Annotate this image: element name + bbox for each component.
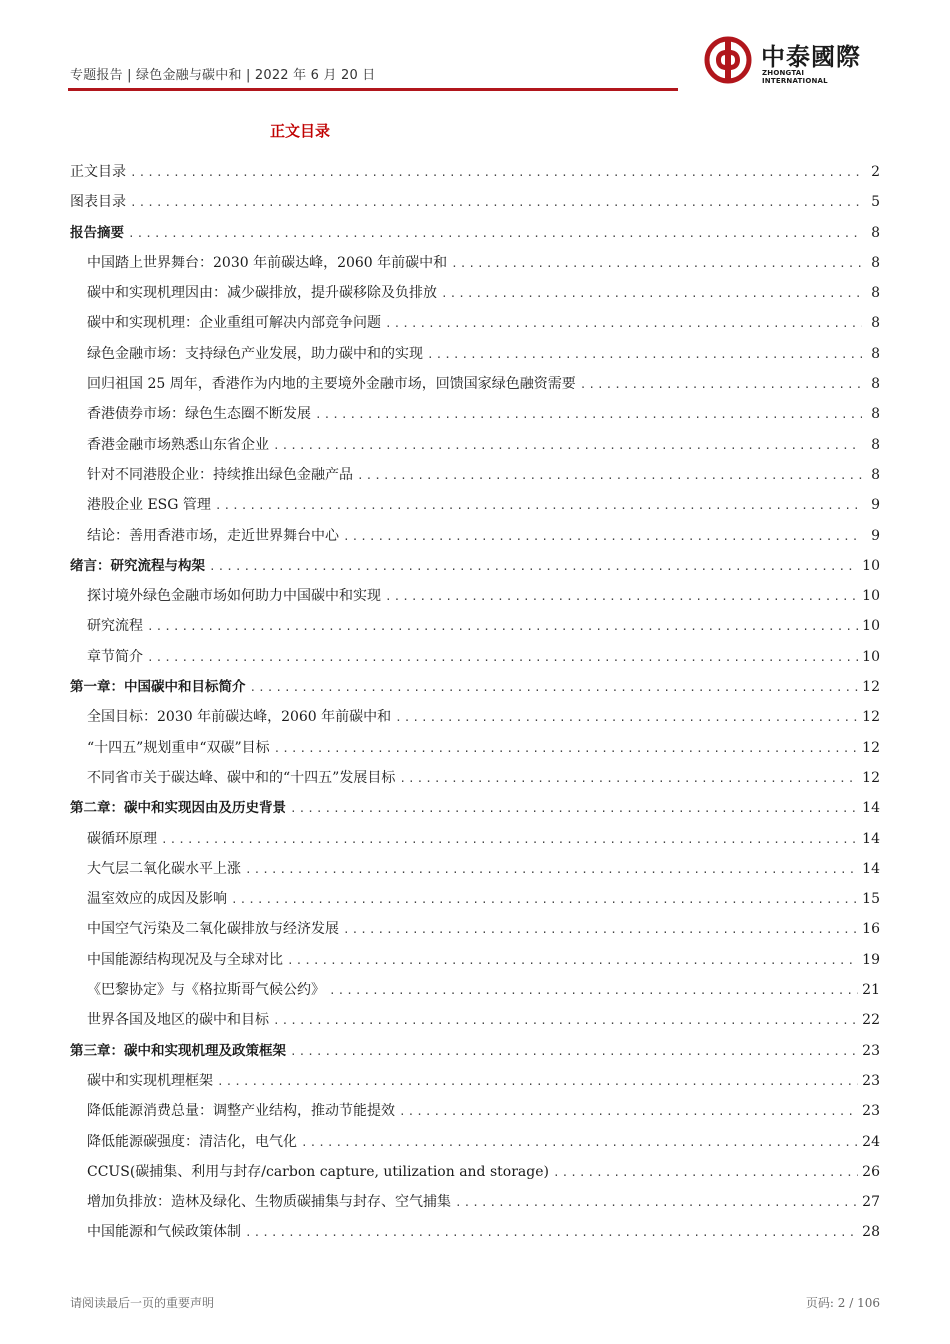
toc-entry-page: 8 [871,315,880,332]
toc-entry[interactable] [70,642,880,672]
toc-dot-leader [357,461,862,491]
toc-dot-leader [161,825,858,855]
toc-entry[interactable] [70,914,880,944]
toc-entry-label: 温室效应的成因及影响 [87,891,227,908]
toc-dot-leader [147,643,858,673]
toc-entry-label: 碳循环原理 [87,830,157,847]
toc-title: 正文目录 [269,122,330,140]
toc-dot-leader [301,1128,858,1158]
toc-entry[interactable] [70,1127,880,1157]
toc-entry-page: 9 [871,527,880,544]
toc-dot-leader [343,522,862,552]
toc-entry-page: 14 [862,800,880,817]
toc-entry-page: 8 [871,224,880,241]
toc-entry-label: 中国空气污染及二氧化碳排放与经济发展 [87,921,339,938]
toc-entry[interactable] [70,854,880,884]
toc-entry-label: 《巴黎协定》与《格拉斯哥气候公约》 [87,982,325,999]
toc-entry-page: 27 [862,1194,880,1211]
toc-entry-label: 正文目录 [70,164,126,180]
toc-dot-leader [553,1158,858,1188]
toc-entry-label: 中国能源结构现况及与全球对比 [87,951,283,968]
table-of-contents [70,157,880,1248]
toc-entry-page: 10 [862,648,880,665]
toc-entry-page: 9 [871,497,880,514]
toc-entry-page: 14 [862,830,880,847]
toc-entry-label: 碳中和实现机理框架 [87,1072,213,1089]
toc-entry-label: 绪言：研究流程与构架 [70,557,205,574]
toc-dot-leader [385,309,862,339]
toc-dot-leader [427,340,862,370]
toc-entry-page: 8 [871,406,880,423]
toc-dot-leader [245,1218,858,1248]
toc-entry-label: 不同省市关于碳达峰、碳中和的“十四五”发展目标 [87,769,396,786]
toc-entry-page: 12 [862,739,880,756]
toc-dot-leader [273,431,862,461]
toc-entry-label: 世界各国及地区的碳中和目标 [87,1012,269,1029]
toc-entry-label: 碳中和实现机理：企业重组可解决内部竞争问题 [87,315,381,332]
toc-entry-page: 12 [862,769,880,786]
toc-entry[interactable] [70,308,880,338]
toc-dot-leader [130,188,862,218]
toc-entry[interactable] [70,430,880,460]
toc-entry-label: CCUS(碳捕集、利用与封存/carbon capture, utilization and storage) [87,1163,549,1180]
report-header: 专题报告 | 绿色金融与碳中和 | 2022 年 6 月 20 日 [70,68,376,83]
header-divider [68,88,678,91]
toc-dot-leader [231,885,858,915]
toc-entry[interactable] [70,399,880,429]
toc-entry[interactable] [70,369,880,399]
toc-entry-page: 8 [871,254,880,271]
toc-entry-label: “十四五”规划重申“双碳”目标 [87,739,270,756]
toc-entry-label: 碳中和实现机理因由：减少碳排放，提升碳移除及负排放 [87,285,437,302]
toc-entry-label: 降低能源消费总量：调整产业结构，推动节能提效 [87,1103,395,1120]
toc-entry[interactable] [70,521,880,551]
toc-entry[interactable] [70,702,880,732]
toc-entry[interactable] [70,490,880,520]
toc-entry[interactable] [70,460,880,490]
toc-entry-label: 研究流程 [87,618,143,635]
toc-entry-label: 针对不同港股企业：持续推出绿色金融产品 [87,466,353,483]
toc-entry-label: 中国踏上世界舞台：2030 年前碳达峰，2060 年前碳中和 [87,254,448,271]
toc-entry-page: 8 [871,345,880,362]
toc-entry-page: 8 [871,466,880,483]
toc-entry-label: 探讨境外绿色金融市场如何助力中国碳中和实现 [87,588,381,605]
toc-entry-label: 第三章：碳中和实现机理及政策框架 [70,1042,286,1059]
toc-dot-leader [580,370,862,400]
toc-entry[interactable] [70,218,880,248]
toc-entry[interactable] [70,793,880,823]
toc-entry-page: 2 [871,164,880,180]
toc-entry-page: 10 [862,618,880,635]
toc-dot-leader [455,1188,858,1218]
footer-page-number: 页码: 2 / 106 [805,1296,880,1310]
toc-entry-label: 回归祖国 25 周年，香港作为内地的主要境外金融市场，回馈国家绿色融资需要 [87,376,576,393]
toc-entry-page: 8 [871,376,880,393]
toc-entry-page: 28 [862,1224,880,1241]
zhongtai-logo-icon [704,36,752,84]
toc-entry-label: 第一章：中国碳中和目标简介 [70,679,246,696]
toc-entry-label: 降低能源碳强度：清洁化，电气化 [87,1133,297,1150]
toc-entry[interactable] [70,611,880,641]
toc-dot-leader [395,703,858,733]
company-logo [704,36,864,86]
toc-dot-leader [399,1097,858,1127]
toc-entry[interactable] [70,1066,880,1096]
toc-entry[interactable] [70,551,880,581]
toc-entry[interactable] [70,975,880,1005]
toc-entry[interactable] [70,1157,880,1187]
toc-entry[interactable] [70,248,880,278]
toc-dot-leader [209,552,858,582]
toc-dot-leader [315,400,862,430]
toc-entry-page: 23 [862,1042,880,1059]
toc-entry-label: 香港债券市场：绿色生态圈不断发展 [87,406,311,423]
toc-dot-leader [130,158,862,188]
toc-entry-page: 24 [862,1133,880,1150]
toc-entry[interactable] [70,1187,880,1217]
toc-entry[interactable] [70,945,880,975]
toc-entry[interactable] [70,1036,880,1066]
toc-entry-page: 23 [862,1103,880,1120]
toc-dot-leader [245,855,858,885]
toc-entry-page: 10 [862,588,880,605]
toc-entry[interactable] [70,157,880,187]
toc-entry-label: 图表目录 [70,194,126,211]
toc-dot-leader [290,794,858,824]
logo-chinese-name: 中泰國際 [761,43,861,71]
toc-entry-label: 中国能源和气候政策体制 [87,1224,241,1241]
toc-entry-label: 全国目标：2030 年前碳达峰，2060 年前碳中和 [87,709,392,726]
toc-entry-label: 增加负排放：造林及绿化、生物质碳捕集与封存、空气捕集 [87,1194,451,1211]
toc-entry-label: 报告摘要 [70,224,124,241]
toc-dot-leader [215,491,862,521]
toc-entry-page: 10 [862,557,880,574]
toc-entry-label: 第二章：碳中和实现因由及历史背景 [70,800,286,817]
toc-entry[interactable] [70,824,880,854]
toc-dot-leader [399,764,858,794]
toc-entry-page: 14 [862,860,880,877]
logo-english-name: ZHONGTAI INTERNATIONAL [762,69,828,85]
toc-entry[interactable] [70,733,880,763]
toc-entry-page: 12 [862,679,880,696]
toc-entry-label: 港股企业 ESG 管理 [87,497,211,514]
toc-entry-page: 12 [862,709,880,726]
toc-entry-page: 26 [862,1163,880,1180]
toc-entry[interactable] [70,278,880,308]
toc-entry[interactable] [70,1217,880,1247]
toc-dot-leader [250,673,859,703]
toc-dot-leader [128,219,862,249]
toc-entry[interactable] [70,672,880,702]
footer-disclaimer: 请阅读最后一页的重要声明 [70,1296,215,1310]
toc-entry-page: 16 [862,921,880,938]
toc-entry-page: 23 [862,1072,880,1089]
toc-entry-page: 8 [871,285,880,302]
toc-entry-label: 大气层二氧化碳水平上涨 [87,860,241,877]
toc-entry[interactable] [70,581,880,611]
toc-dot-leader [274,734,859,764]
toc-entry-page: 15 [862,891,880,908]
toc-dot-leader [385,582,858,612]
toc-entry-label: 香港金融市场熟悉山东省企业 [87,436,269,453]
toc-entry[interactable] [70,339,880,369]
toc-dot-leader [147,612,858,642]
toc-dot-leader [287,946,858,976]
toc-entry-label: 结论：善用香港市场，走近世界舞台中心 [87,527,339,544]
toc-dot-leader [441,279,862,309]
toc-dot-leader [343,915,858,945]
toc-dot-leader [273,1006,858,1036]
toc-dot-leader [290,1037,858,1067]
toc-entry[interactable] [70,1096,880,1126]
toc-entry[interactable] [70,187,880,217]
toc-entry-page: 22 [862,1012,880,1029]
toc-dot-leader [217,1067,858,1097]
toc-entry-page: 19 [862,951,880,968]
toc-entry[interactable] [70,1005,880,1035]
toc-entry-page: 21 [862,982,880,999]
toc-dot-leader [451,249,862,279]
toc-entry[interactable] [70,884,880,914]
toc-entry-page: 5 [871,194,880,211]
toc-entry[interactable] [70,763,880,793]
toc-entry-label: 章节简介 [87,648,143,665]
toc-dot-leader [329,976,858,1006]
toc-entry-label: 绿色金融市场：支持绿色产业发展，助力碳中和的实现 [87,345,423,362]
toc-entry-page: 8 [871,436,880,453]
